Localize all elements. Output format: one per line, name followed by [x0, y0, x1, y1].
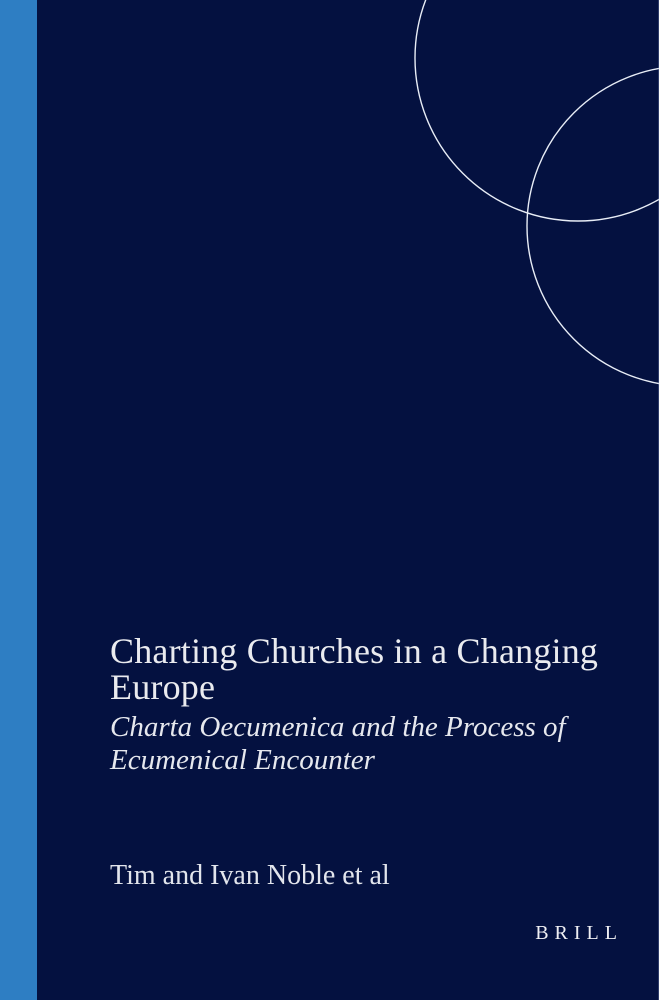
circle-outline [415, 0, 659, 221]
book-authors: Tim and Ivan Noble et al [110, 860, 390, 891]
publisher-logo: BRILL [535, 922, 623, 944]
circle-outline [527, 66, 659, 386]
book-title: Charting Churches in a Changing Europe [110, 631, 599, 707]
book-subtitle: Charta Oecumenica and the Process of Ecumenical Encounter [110, 711, 566, 776]
spine-accent-stripe [0, 0, 37, 1000]
